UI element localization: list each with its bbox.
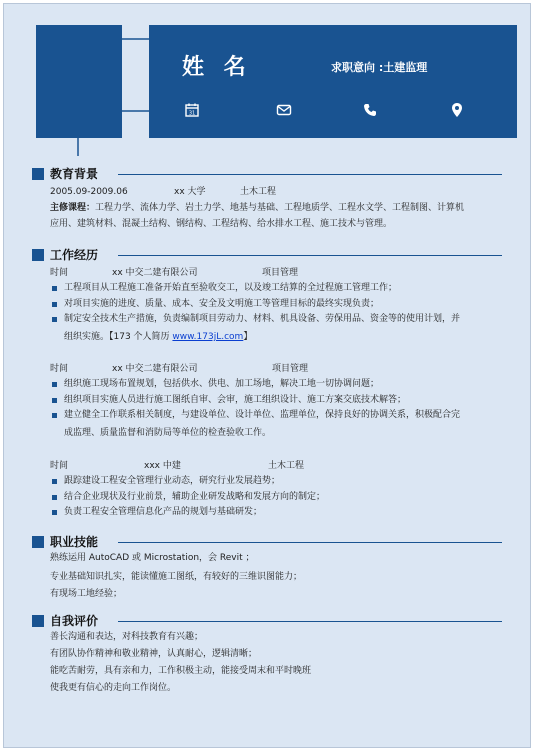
job-1-position: 项目管理 <box>262 268 299 278</box>
job-1-continuation <box>64 329 252 345</box>
section-marker <box>32 536 44 548</box>
skills-header <box>32 534 502 550</box>
courses-line-1 <box>50 200 464 216</box>
list-item: 结合企业现状及行业前景，辅助企业研发战略和发展方向的制定； <box>50 490 502 506</box>
section-marker <box>32 249 44 261</box>
list-item: 组织施工现场布置规划，包括供水、供电、加工场地，解决工地一切协调问题； <box>50 377 502 393</box>
work-header <box>32 247 502 263</box>
list-item: 组织项目实施人员进行施工图纸自审、会审，施工组织设计、施工方案交底技术解答； <box>50 393 502 409</box>
section-divider <box>118 255 502 256</box>
job-2-position: 项目管理 <box>272 364 309 374</box>
list-item: 建立健全工作联系相关制度，与建设单位、设计单位、监理单位，保持良好的协调关系，积极配合完 <box>50 408 502 424</box>
self-eval-title: 自我评价 <box>50 614 99 628</box>
education-major: 土木工程 <box>240 187 277 197</box>
job-3-duties <box>50 474 502 521</box>
job-1-time: 时间 <box>50 268 69 278</box>
list-item: 对项目实施的进度、质量、成本、安全及文明施工等管理目标的最终实现负责； <box>50 297 502 313</box>
education-period: 2005.09-2009.06 <box>50 187 128 197</box>
job-1-duties <box>50 281 502 328</box>
job-2-time: 时间 <box>50 364 69 374</box>
skill-line-2: 专业基础知识扎实，能读懂施工图纸，有较好的三维识图能力； <box>50 572 303 582</box>
self-eval-line-4: 使我更有信心的走向工作岗位。 <box>50 683 177 693</box>
photo-placeholder <box>36 25 122 138</box>
job-2-duties <box>50 377 502 424</box>
job-3-company: xxx 中建 <box>144 461 181 471</box>
section-marker <box>32 168 44 180</box>
resume-page <box>3 3 531 748</box>
list-item: 负责工程安全管理信息化产品的规划与基础研发； <box>50 505 502 521</box>
note-suffix: 】 <box>243 332 253 342</box>
skill-line-3: 有现场工地经验； <box>50 589 123 599</box>
job-3-time: 时间 <box>50 461 69 471</box>
calendar-icon <box>184 102 200 118</box>
courses-label: 主修课程： <box>50 203 96 213</box>
job-2-continuation: 成监理、质量监督和消防局等单位的检查验收工作。 <box>64 428 272 438</box>
self-eval-line-3: 能吃苦耐劳，具有亲和力，工作积极主动，能接受周末和平时晚班 <box>50 666 312 676</box>
header-banner <box>149 25 517 138</box>
self-eval-line-1: 善长沟通和表达，对科技教育有兴趣； <box>50 632 204 642</box>
education-header <box>32 166 502 182</box>
education-section <box>32 166 502 236</box>
skills-title: 职业技能 <box>50 535 99 549</box>
list-item: 制定安全技术生产措施，负责编制项目劳动力、材料、机具设备、劳保用品、资金等的使用计划，并 <box>50 312 502 328</box>
work-section <box>32 247 502 527</box>
candidate-name: 姓 名 <box>182 55 252 80</box>
section-marker <box>32 615 44 627</box>
website-link[interactable]: www.173jL.com <box>172 332 244 342</box>
note-prefix: 【173 个人简历 <box>109 332 173 342</box>
job-3-position: 土木工程 <box>268 461 305 471</box>
job-1-company: xx 中交二建有限公司 <box>112 268 198 278</box>
section-divider <box>118 542 502 543</box>
section-divider <box>118 621 502 622</box>
courses-line-2: 应用、建筑材料、混凝土结构、钢结构、工程结构、给水排水工程、施工技术与管理。 <box>50 219 393 229</box>
work-title: 工作经历 <box>50 248 99 262</box>
svg-text:31: 31 <box>188 110 196 117</box>
list-item: 跟踪建设工程安全管理行业动态，研究行业发展趋势； <box>50 474 502 490</box>
self-eval-line-2: 有团队协作精神和敬业精神，认真耐心，逻辑清晰； <box>50 649 258 659</box>
courses-text-1: 工程力学、流体力学、岩土力学、地基与基础、工程地质学、工程水文学、工程制图、计算机 <box>95 203 465 213</box>
education-title: 教育背景 <box>50 167 99 181</box>
job-2-company: xx 中交二建有限公司 <box>112 364 198 374</box>
skills-section <box>32 534 502 604</box>
self-eval-section <box>32 613 502 703</box>
section-divider <box>118 174 502 175</box>
location-icon <box>449 102 465 118</box>
continuation-text: 组织实施。 <box>64 332 110 342</box>
mail-icon <box>276 102 292 118</box>
education-school: xx 大学 <box>174 187 206 197</box>
phone-icon <box>362 102 378 118</box>
job-intent: 求职意向 :土建监理 <box>331 61 428 74</box>
self-eval-header <box>32 613 502 629</box>
list-item: 工程项目从工程施工准备开始直至验收交工，以及竣工结算的全过程施工管理工作； <box>50 281 502 297</box>
skill-line-1: 熟练运用 AutoCAD 或 Microstation，会 Revit ； <box>50 553 255 563</box>
